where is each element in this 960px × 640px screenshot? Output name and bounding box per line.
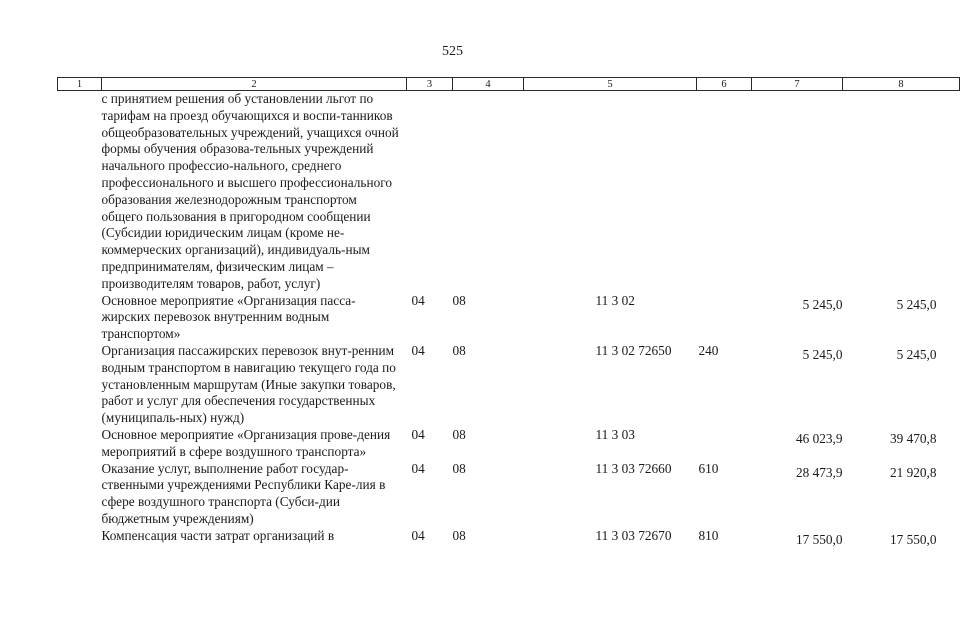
header-col-4: 4: [453, 78, 524, 91]
expense-type-code: 810: [698, 527, 719, 543]
amount-col-7: 5 245,0: [802, 346, 843, 362]
subsection-code: 08: [452, 426, 466, 442]
item-name: с принятием решения об установлении льгот по тарифам на проезд обучающихся и воспи-танников общеобразовательных учреждений, учащихся очной формы обучения образова-тельных учреждений начального профессио-нального, среднего профессионального и высшего профессионального образования железнодорожным транспортом общего пользования в пригородном сообщении (Субсидии юридическим лицам (кроме не-коммерческих организаций), индивидуаль-ным предпринимателям, физическим лицам – производителям товаров, работ, услуг): [101, 91, 399, 291]
amount-col-7: 5 245,0: [802, 296, 843, 312]
target-article-code: 11 3 03: [595, 426, 635, 442]
subsection-code: 08: [452, 527, 466, 543]
table-row: [58, 91, 960, 293]
header-col-8: 8: [843, 78, 960, 91]
amount-col-8: 21 920,8: [889, 464, 937, 480]
header-col-2: 2: [102, 78, 407, 91]
budget-table: [57, 77, 960, 549]
item-name: Оказание услуг, выполнение работ государ-ственными учреждениями Республики Каре-лия в сфере воздушного транспорта (Субси-дии бюджетным учреждениям): [101, 460, 386, 526]
expense-type-code: [697, 91, 752, 293]
amount-col-7: 17 550,0: [795, 531, 843, 547]
expense-type-code: [697, 293, 752, 343]
expense-type-code: [697, 427, 752, 461]
expense-type-code: 240: [698, 342, 719, 358]
amount-col-8: 39 470,8: [889, 430, 937, 446]
page-number: 525: [442, 44, 463, 59]
amount-col-8: [843, 91, 960, 293]
amount-col-8: 17 550,0: [889, 531, 937, 547]
section-code: 04: [411, 426, 425, 442]
table-row: [58, 293, 960, 343]
header-col-5: 5: [524, 78, 697, 91]
column-number-header: [58, 78, 960, 91]
item-name: Организация пассажирских перевозок внут-ренним водным транспортом в навигацию текущего года по установленным маршрутам (Иные закупки товаров, работ и услуг для обеспечения государственных (муниципаль-ных) нужд): [101, 342, 396, 426]
item-name: Основное мероприятие «Организация пасса-жирских перевозок внутренним водным транспортом»: [101, 292, 356, 342]
section-code: 04: [411, 342, 425, 358]
table-row: [58, 528, 960, 549]
amount-col-7: 28 473,9: [795, 464, 843, 480]
table-row: [58, 427, 960, 461]
item-name: Основное мероприятие «Организация прове-дения мероприятий в сфере воздушного транспорта»: [101, 426, 391, 459]
target-article-code: 11 3 02 72650: [595, 342, 672, 358]
amount-col-8: 5 245,0: [896, 296, 937, 312]
subsection-code: [453, 91, 524, 293]
header-col-7: 7: [752, 78, 843, 91]
target-article-code: 11 3 02: [595, 292, 635, 308]
subsection-code: 08: [452, 292, 466, 308]
expense-type-code: 610: [698, 460, 719, 476]
header-col-1: 1: [58, 78, 102, 91]
table-row: [58, 461, 960, 528]
target-article-code: [524, 91, 697, 293]
section-code: [407, 91, 453, 293]
target-article-code: 11 3 03 72660: [595, 460, 672, 476]
section-code: 04: [411, 527, 425, 543]
amount-col-7: [752, 91, 843, 293]
target-article-code: 11 3 03 72670: [595, 527, 672, 543]
section-code: 04: [411, 460, 425, 476]
header-col-3: 3: [407, 78, 453, 91]
amount-col-8: 5 245,0: [896, 346, 937, 362]
header-col-6: 6: [697, 78, 752, 91]
amount-col-7: 46 023,9: [795, 430, 843, 446]
subsection-code: 08: [452, 342, 466, 358]
subsection-code: 08: [452, 460, 466, 476]
item-name: Компенсация части затрат организаций в: [101, 527, 335, 543]
table-row: [58, 343, 960, 427]
section-code: 04: [411, 292, 425, 308]
